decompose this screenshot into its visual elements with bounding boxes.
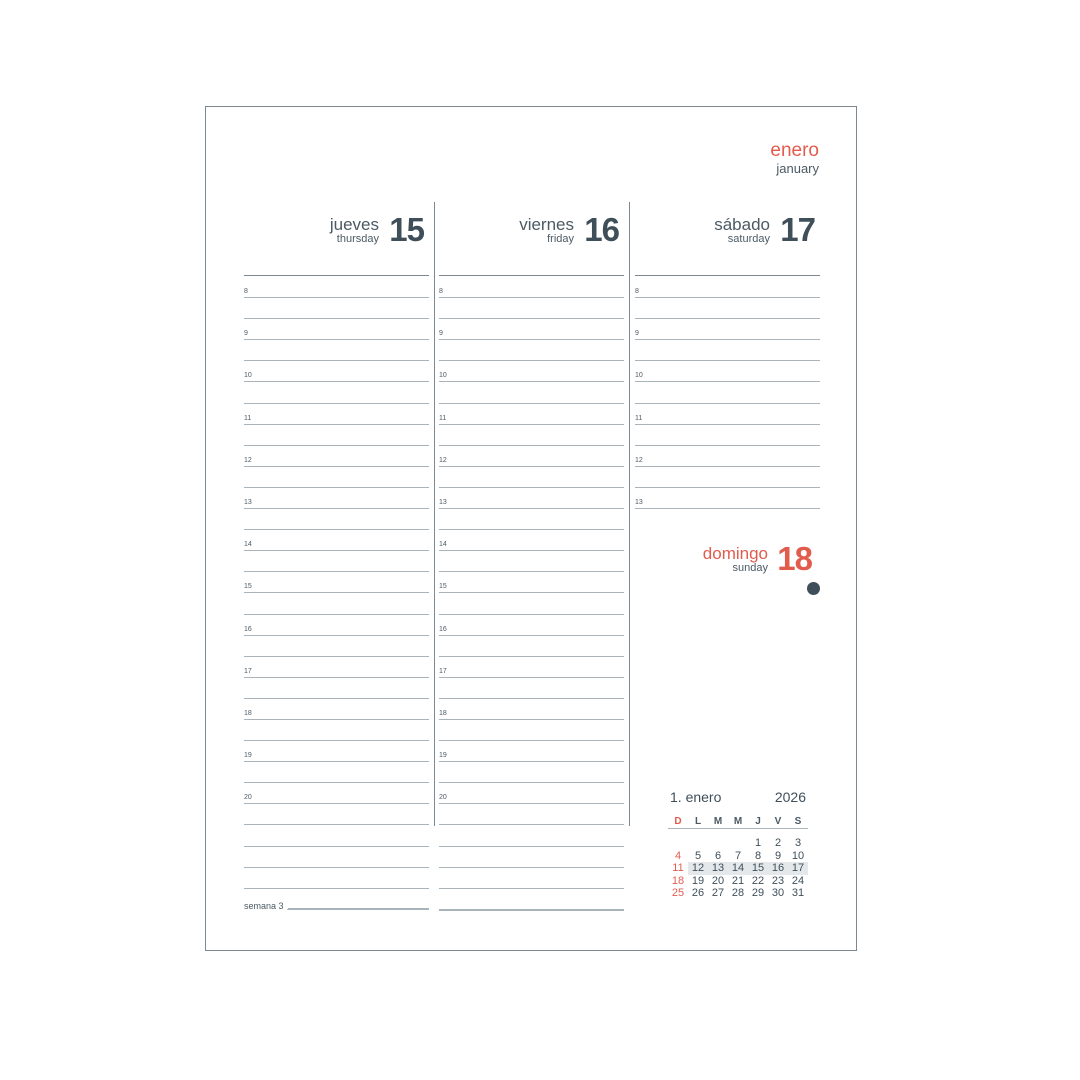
date-cell: 11 [668,862,688,875]
writing-line [439,825,624,846]
date-cell: 8 [754,849,762,862]
date-cell: 24 [791,874,805,887]
day-name-es: domingo [702,544,768,563]
date-cell: 21 [731,874,745,887]
hour-label: 11 [244,414,252,422]
mini-calendar [668,789,808,900]
writing-line [439,551,624,572]
writing-line [635,382,820,403]
writing-line [439,901,624,911]
day-column-friday [439,202,624,910]
date-cell: 28 [731,887,745,899]
writing-line [439,277,624,298]
date-cell: 1 [754,837,762,849]
hour-label: 9 [635,330,639,338]
hour-label: 16 [244,625,252,633]
date-cell: 7 [734,849,742,862]
date-cell: 12 [688,862,708,875]
writing-line [439,804,624,825]
writing-line [635,404,820,425]
date-cell: 9 [774,849,782,862]
week-label: semana 3 [244,901,287,911]
writing-line [439,741,624,762]
writing-line [439,636,624,657]
weekday-label: J [748,814,768,829]
date-cell: 17 [788,862,808,875]
writing-line [439,404,624,425]
date-cell: 18 [671,874,685,887]
writing-line [439,762,624,783]
hour-label: 11 [439,414,447,422]
date-cell: 13 [708,862,728,875]
writing-line [244,509,429,530]
week-line [288,908,429,909]
hour-lines [635,277,820,509]
week-row [668,862,808,875]
header-rule [635,275,820,276]
writing-line [244,657,429,678]
hour-label: 20 [439,794,447,802]
day-header [244,202,429,277]
bullet-dot-icon [807,582,820,595]
writing-line [244,636,429,657]
weekday-label: D [668,814,688,829]
writing-line [244,340,429,361]
writing-line [439,720,624,741]
hour-label: 12 [244,456,252,464]
writing-line [635,277,820,298]
writing-line [244,298,429,319]
hour-lines [244,277,429,910]
day-name-en: thursday [336,233,379,245]
date-cell: 4 [674,849,682,862]
writing-line [439,340,624,361]
date-cell: 31 [791,887,805,899]
writing-line [244,783,429,804]
date-cell [668,837,688,850]
header-rule [439,275,624,276]
date-cell: 25 [671,887,685,899]
weekday-label: M [728,814,748,829]
writing-line [244,593,429,614]
date-cell: 5 [694,849,702,862]
hour-label: 13 [439,499,447,507]
day-column-saturday [635,202,820,509]
weekday-label: V [768,814,788,829]
month-name-en: january [776,161,819,176]
hour-label: 10 [635,372,643,380]
date-cell: 26 [691,887,705,899]
hour-label: 16 [439,625,447,633]
mini-calendar-year: 2026 [774,789,806,805]
day-name-en: friday [547,233,574,245]
writing-line [439,868,624,889]
hour-label: 18 [244,709,252,717]
column-divider [629,202,630,826]
writing-line [244,277,429,298]
day-number: 15 [389,211,424,248]
date-cell: 20 [711,874,725,887]
writing-line [244,825,429,846]
writing-line [635,425,820,446]
hour-label: 9 [244,330,248,338]
writing-line [244,699,429,720]
hour-label: 11 [635,414,643,422]
writing-line [244,361,429,382]
writing-line [244,572,429,593]
writing-line [244,382,429,403]
writing-line [244,847,429,868]
writing-line [635,340,820,361]
date-cell: 29 [751,887,765,899]
writing-line [439,446,624,467]
writing-line [439,615,624,636]
hour-label: 10 [244,372,252,380]
hour-label: 20 [244,794,252,802]
writing-line [244,804,429,825]
writing-line [439,593,624,614]
writing-line [244,615,429,636]
hour-label: 12 [635,456,643,464]
writing-line [635,319,820,340]
date-cell: 22 [751,874,765,887]
mini-calendar-header [668,789,808,809]
writing-line [439,298,624,319]
hour-label: 12 [439,456,447,464]
hour-label: 8 [439,288,443,296]
writing-line [439,699,624,720]
hour-label: 8 [244,288,248,296]
date-cell: 23 [771,874,785,887]
week-row [668,850,808,863]
writing-line [439,509,624,530]
date-cell [708,837,728,850]
writing-line [244,762,429,783]
month-name-es: enero [770,140,819,161]
sunday-header [635,539,820,599]
date-cell: 15 [748,862,768,875]
day-header [635,202,820,277]
writing-line [244,488,429,509]
month-title [770,141,819,175]
date-cell: 27 [711,887,725,899]
day-number: 17 [780,211,815,248]
hour-label: 9 [439,330,443,338]
writing-line [439,572,624,593]
writing-line [635,488,820,509]
date-cell: 14 [728,862,748,875]
hour-label: 13 [244,499,252,507]
hour-label: 19 [439,752,447,760]
writing-line [244,741,429,762]
writing-line [635,446,820,467]
column-divider [434,202,435,826]
date-cell: 10 [791,849,805,862]
header-rule [244,275,429,276]
weekday-label: S [788,814,808,829]
hour-label: 8 [635,288,639,296]
writing-line [439,530,624,551]
writing-line [244,868,429,889]
writing-line [439,488,624,509]
hour-label: 15 [244,583,252,591]
day-header [439,202,624,277]
date-cell: 19 [691,874,705,887]
writing-line [244,425,429,446]
day-name-es: jueves [329,215,379,234]
date-cell [728,837,748,850]
planner-page [205,106,857,951]
writing-line [244,319,429,340]
date-cell: 30 [771,887,785,899]
writing-line [439,319,624,340]
writing-line [244,551,429,572]
hour-label: 14 [244,541,252,549]
date-cell: 6 [714,849,722,862]
writing-line [439,678,624,699]
writing-line [244,446,429,467]
writing-line [244,678,429,699]
writing-line [244,530,429,551]
writing-line [635,467,820,488]
mini-calendar-grid [668,814,808,900]
date-cell [688,837,708,850]
writing-line [244,467,429,488]
writing-line [439,382,624,403]
hour-label: 15 [439,583,447,591]
hour-label: 17 [244,667,252,675]
hour-label: 17 [439,667,447,675]
writing-line [439,783,624,804]
day-number: 18 [777,540,812,577]
week-row [668,887,808,900]
date-cell: 16 [768,862,788,875]
day-name-en: sunday [732,562,768,574]
day-name-en: saturday [727,233,770,245]
weekday-label: L [688,814,708,829]
hour-label: 18 [439,709,447,717]
writing-line [439,467,624,488]
day-number: 16 [584,211,619,248]
day-column-thursday [244,202,429,910]
week-row [668,837,808,850]
day-name-es: sábado [714,215,770,234]
hour-label: 10 [439,372,447,380]
writing-line [439,361,624,382]
hour-label: 13 [635,499,643,507]
date-cell: 3 [794,837,802,849]
date-cell: 2 [774,837,782,849]
day-name-es: viernes [519,215,574,234]
hour-label: 19 [244,752,252,760]
week-number [244,901,429,911]
writing-line [244,404,429,425]
weekday-row [668,814,808,829]
writing-line [439,847,624,868]
weekday-label: M [708,814,728,829]
mini-calendar-month: 1. enero [670,789,722,805]
week-row [668,875,808,888]
writing-line [635,298,820,319]
writing-line [439,425,624,446]
hour-lines [439,277,624,910]
hour-label: 14 [439,541,447,549]
writing-line [244,720,429,741]
writing-line [635,361,820,382]
writing-line [439,657,624,678]
